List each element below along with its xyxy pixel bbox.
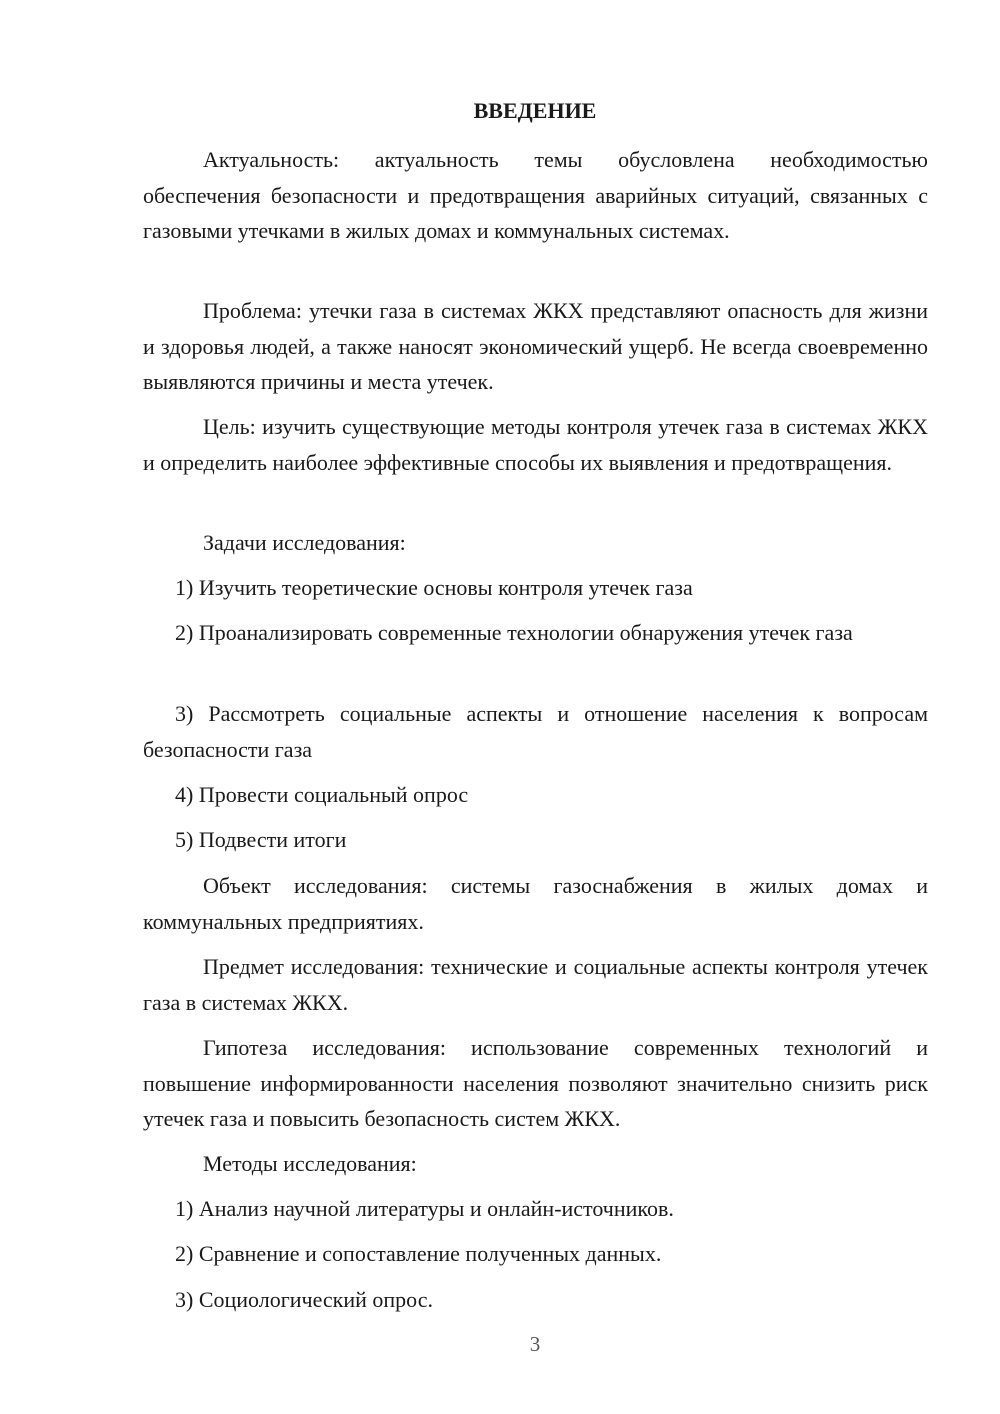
method-item-3: 3) Социологический опрос. <box>175 1287 433 1312</box>
hypothesis-paragraph: Гипотеза исследования: использование современных технологий и повышение информированности населения позволяют значительно снизить риск утечек газа и повысить безопасность систем ЖКХ. <box>143 1035 928 1131</box>
task-item-4: 4) Провести социальный опрос <box>175 782 469 807</box>
task-item-1: 1) Изучить теоретические основы контроля утечек газа <box>175 575 693 600</box>
subject-paragraph: Предмет исследования: технические и социальные аспекты контроля утечек газа в системах ЖКХ. <box>143 954 928 1015</box>
task-item-5: 5) Подвести итоги <box>175 827 347 852</box>
methods-heading: Методы исследования: <box>203 1151 417 1176</box>
method-item-1: 1) Анализ научной литературы и онлайн-источников. <box>175 1196 674 1221</box>
task-item-2: 2) Проанализировать современные технологии обнаружения утечек газа <box>175 620 853 645</box>
relevance-paragraph: Актуальность: актуальность темы обусловлена необходимостью обеспечения безопасности и предотвращения аварийных ситуаций, связанных с газовыми утечками в жилых домах и коммунальных системах. <box>143 147 928 243</box>
problem-paragraph: Проблема: утечки газа в системах ЖКХ представляют опасность для жизни и здоровья людей, а также наносят экономический ущерб. Не всегда своевременно выявляются причины и места утечек. <box>143 298 928 394</box>
task-item-3: 3) Рассмотреть социальные аспекты и отношение населения к вопросам безопасности газа <box>143 701 928 762</box>
method-item-2: 2) Сравнение и сопоставление полученных данных. <box>175 1241 662 1266</box>
goal-paragraph: Цель: изучить существующие методы контроля утечек газа в системах ЖКХ и определить наиболее эффективные способы их выявления и предотвращения. <box>143 414 928 475</box>
tasks-heading: Задачи исследования: <box>203 530 406 555</box>
page-title: ВВЕДЕНИЕ <box>473 98 597 123</box>
page-number: 3 <box>529 1332 541 1356</box>
object-paragraph: Объект исследования: системы газоснабжения в жилых домах и коммунальных предприятиях. <box>143 873 928 934</box>
